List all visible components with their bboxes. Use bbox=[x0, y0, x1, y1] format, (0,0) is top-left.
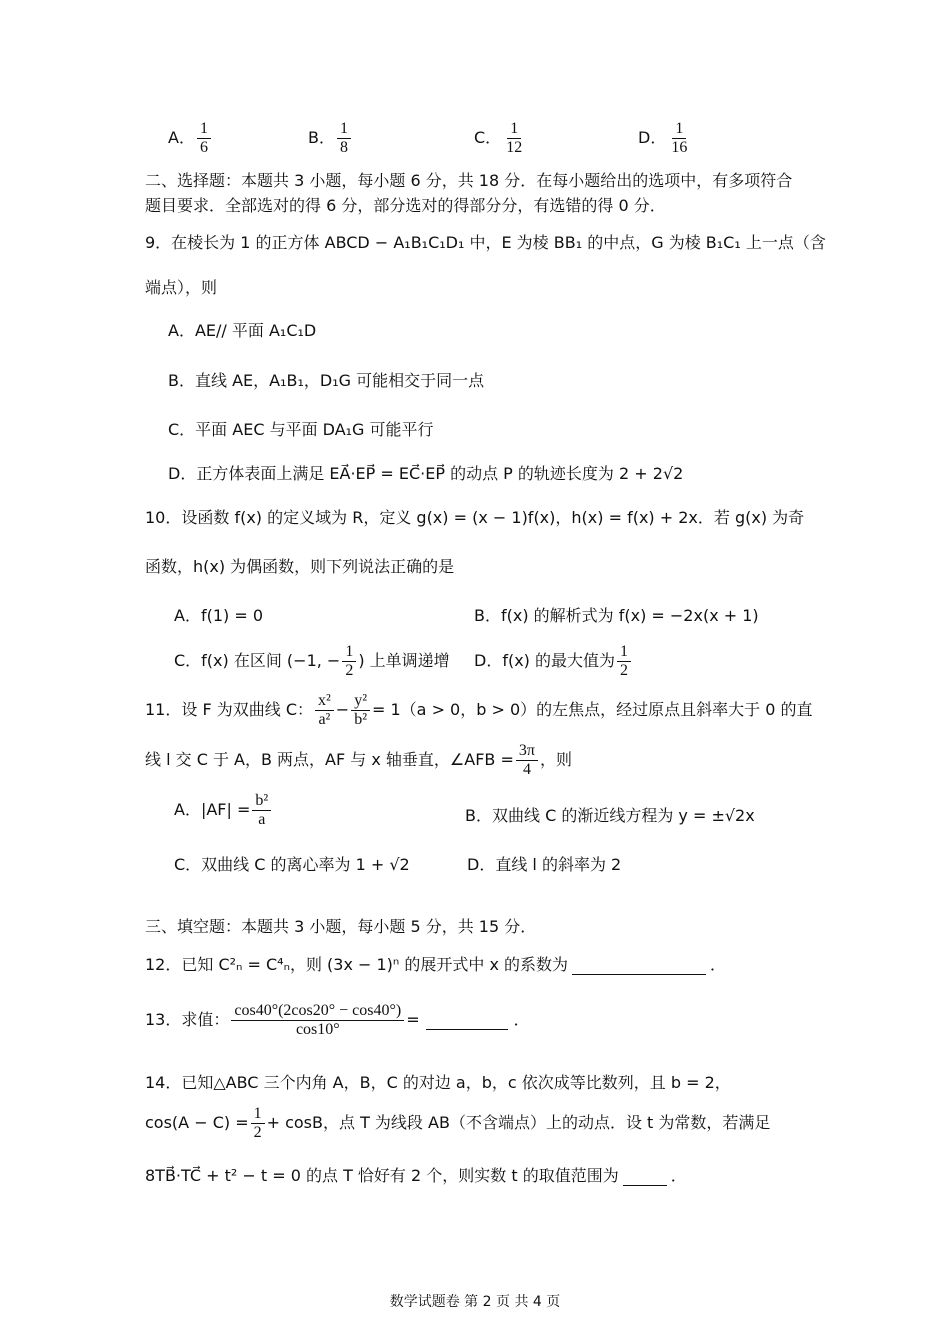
q14-fraction: $\frac{1}{2}$ bbox=[251, 1105, 265, 1142]
q8-option-c: C． $\frac{1}{12}$ bbox=[474, 120, 527, 157]
q11-y-fraction: $\frac{\text{y²}}{\text{b²}}$ bbox=[351, 692, 370, 729]
q11-angle-fraction: $\frac{3\pi}{4}$ bbox=[516, 742, 538, 779]
q11-stem-line2: 线 l 交 C 于 A，B 两点，AF 与 x 轴垂直，∠AFB = $\frac{3\pi}{4}$ ，则 bbox=[145, 742, 572, 778]
q11-option-a-fraction: $\frac{\text{b²}}{a}$ bbox=[252, 792, 271, 829]
q11-option-b: B．双曲线 C 的渐近线方程为 y = ±√2x bbox=[465, 806, 755, 825]
q8-option-b-fraction: $\frac{1}{8}$ bbox=[337, 120, 351, 157]
q11-option-c: C．双曲线 C 的离心率为 1 + √2 bbox=[174, 855, 410, 874]
q10-option-c: C．f(x) 在区间 (−1, − $\frac{1}{2}$ ) 上单调递增 bbox=[174, 643, 450, 679]
section2-heading-line2: 题目要求．全部选对的得 6 分，部分选对的得部分分，有选错的得 0 分． bbox=[145, 196, 666, 215]
q9-option-c: C．平面 AEC 与平面 DA₁G 可能平行 bbox=[168, 420, 434, 439]
q10-stem-line1: 10．设函数 f(x) 的定义域为 R，定义 g(x) = (x − 1)f(x)，h(x) = f(x) + 2x．若 g(x) 为奇 bbox=[145, 508, 805, 527]
q9-option-a: A．AE// 平面 A₁C₁D bbox=[168, 321, 317, 340]
q10-option-a: A．f(1) = 0 bbox=[174, 606, 264, 625]
section3-heading: 三、填空题：本题共 3 小题，每小题 5 分，共 15 分． bbox=[145, 917, 537, 936]
q14-stem-line1: 14．已知△ABC 三个内角 A，B，C 的对边 a，b，c 依次成等比数列，且 b = 2， bbox=[145, 1073, 731, 1092]
q14-answer-blank bbox=[623, 1166, 667, 1186]
q12-stem: 12．已知 C²ₙ = C⁴ₙ，则 (3x − 1)ⁿ 的展开式中 x 的系数为 ． bbox=[145, 955, 727, 974]
q11-option-d: D．直线 l 的斜率为 2 bbox=[467, 855, 622, 874]
page-footer: 数学试题卷 第 2 页 共 4 页 bbox=[389, 1294, 561, 1310]
q8-option-d-fraction: $\frac{1}{16}$ bbox=[671, 120, 688, 156]
q8-option-a-fraction: $\frac{1}{6}$ bbox=[197, 120, 211, 157]
q9-option-d: D．正方体表面上满足 EA⃗·EP⃗ = EC⃗·EP⃗ 的动点 P 的轨迹长度为 2 + 2√2 bbox=[168, 464, 684, 483]
q12-answer-blank bbox=[572, 955, 706, 975]
q14-stem-line2: cos(A − C) = $\frac{1}{2}$ + cosB，点 T 为线段 AB（不含端点）上的动点．设 t 为常数，若满足 bbox=[145, 1105, 771, 1141]
q13-stem: 13．求值： $\frac{\cos 40^\circ(2\cos 20^\circ - \cos 40^\circ)}{\cos 10^\circ}$ = ． bbox=[145, 1002, 530, 1038]
q9-stem-line1: 9．在棱长为 1 的正方体 ABCD − A₁B₁C₁D₁ 中，E 为棱 BB₁ 的中点，G 为棱 B₁C₁ 上一点（含 bbox=[145, 233, 826, 252]
q10-option-c-fraction: $\frac{1}{2}$ bbox=[342, 643, 356, 680]
q8-option-c-fraction: $\frac{1}{12}$ bbox=[506, 120, 523, 156]
q8-option-a: A． $\frac{1}{6}$ bbox=[168, 120, 213, 157]
q11-x-fraction: $\frac{\text{x²}}{\text{a²}}$ bbox=[315, 692, 334, 729]
section2-heading-line1: 二、选择题：本题共 3 小题，每小题 6 分，共 18 分．在每小题给出的选项中，有多项符合 bbox=[145, 171, 793, 190]
q10-option-b: B．f(x) 的解析式为 f(x) = −2x(x + 1) bbox=[474, 606, 759, 625]
q8-option-b: B． $\frac{1}{8}$ bbox=[308, 120, 353, 157]
q13-fraction: $\frac{\cos 40^\circ(2\cos 20^\circ - \cos 40^\circ)}{\cos 10^\circ}$ bbox=[231, 1002, 404, 1039]
q8-option-d: D． $\frac{1}{16}$ bbox=[638, 120, 692, 157]
q10-option-d: D．f(x) 的最大值为 $\frac{1}{2}$ bbox=[474, 643, 633, 680]
q10-option-d-fraction: $\frac{1}{2}$ bbox=[617, 643, 631, 680]
q9-option-b: B．直线 AE，A₁B₁，D₁G 可能相交于同一点 bbox=[168, 371, 485, 390]
q14-stem-line3: 8TB⃗·TC⃗ + t² − t = 0 的点 T 恰好有 2 个，则实数 t 的取值范围为 ． bbox=[145, 1166, 687, 1185]
q10-stem-line2: 函数，h(x) 为偶函数，则下列说法正确的是 bbox=[145, 557, 455, 576]
q13-answer-blank bbox=[426, 1010, 508, 1030]
q11-stem-line1: 11．设 F 为双曲线 C： $\frac{\text{x²}}{\text{a²}}$ − $\frac{\text{y²}}{\text{b²}}$ = 1（a > 0，b > 0）的左焦点，经过原点且斜率大于 0 的直 bbox=[145, 692, 813, 728]
q11-option-a: A．|AF| = $\frac{\text{b²}}{a}$ bbox=[174, 792, 273, 829]
q9-stem-line2: 端点），则 bbox=[145, 278, 218, 297]
